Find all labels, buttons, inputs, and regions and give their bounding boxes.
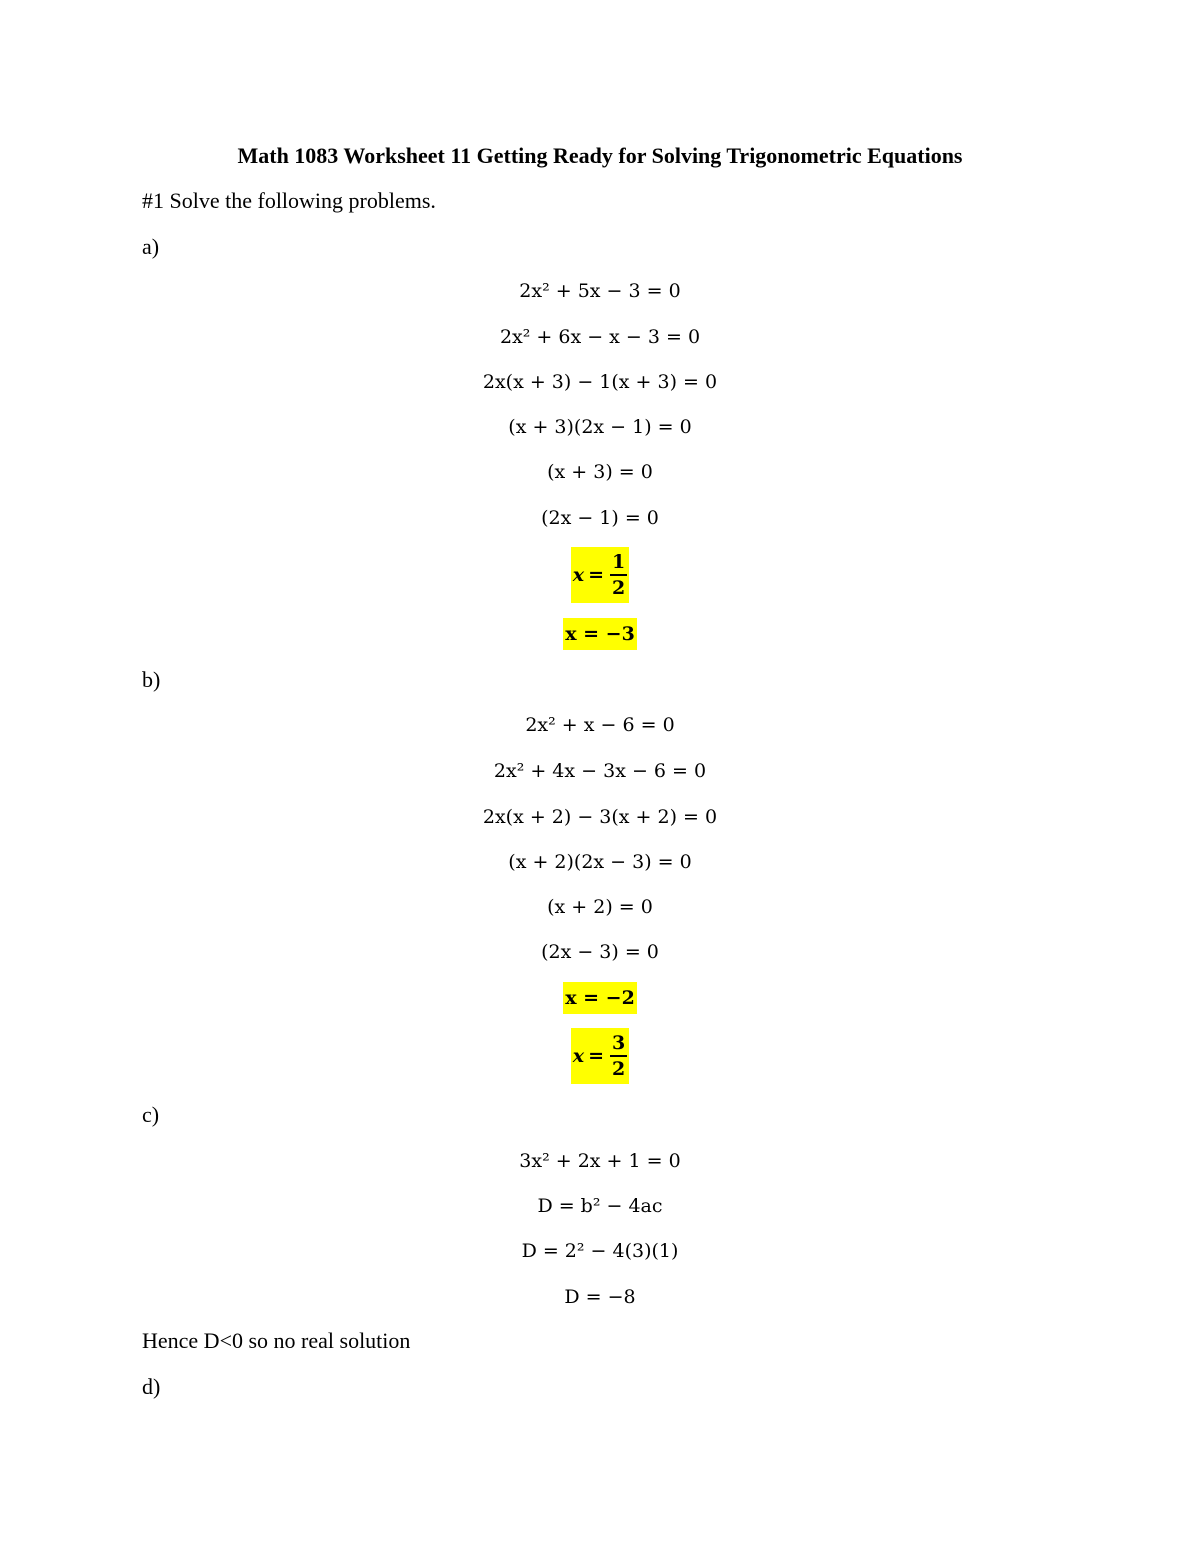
part-c-step-4: D = −8 — [564, 1286, 636, 1308]
part-b-answer-2 — [571, 1028, 629, 1084]
part-d-label: d) — [142, 1374, 161, 1399]
part-b-label: b) — [142, 667, 161, 692]
fraction-numerator: 1 — [610, 550, 627, 576]
part-c-step-1: 3x² + 2x + 1 = 0 — [519, 1150, 681, 1172]
part-a-step-6: (2x − 1) = 0 — [541, 507, 659, 529]
fraction-denominator: 2 — [612, 1058, 626, 1080]
part-a-step-5: (x + 3) = 0 — [547, 461, 653, 483]
part-c-step-2: D = b² − 4ac — [537, 1195, 663, 1217]
instruction-text: #1 Solve the following problems. — [142, 188, 436, 213]
part-a-step-1: 2x² + 5x − 3 = 0 — [519, 280, 681, 302]
part-b-answer-2-row — [0, 1028, 1200, 1084]
part-c-label: c) — [142, 1102, 160, 1127]
part-a-step-4: (x + 3)(2x − 1) = 0 — [508, 416, 692, 438]
answer-variable: x — [572, 564, 585, 586]
part-b-answer-1: x = −2 — [563, 982, 637, 1014]
part-c-step-3: D = 2² − 4(3)(1) — [521, 1240, 679, 1262]
part-b-step-1: 2x² + x − 6 = 0 — [525, 714, 675, 736]
part-b-step-5: (x + 2) = 0 — [547, 896, 653, 918]
part-b-answer-1-row — [0, 982, 1200, 1014]
part-a-answer-2-row — [0, 618, 1200, 650]
answer-fraction — [610, 1031, 627, 1081]
fraction-numerator: 3 — [610, 1031, 627, 1057]
part-b-step-2: 2x² + 4x − 3x − 6 = 0 — [493, 760, 707, 782]
worksheet-title: Math 1083 Worksheet 11 Getting Ready for Solving Trigonometric Equations — [237, 143, 963, 168]
part-c-conclusion: Hence D<0 so no real solution — [142, 1328, 411, 1353]
fraction-denominator: 2 — [612, 577, 626, 599]
answer-fraction — [610, 550, 627, 600]
answer-variable: x — [572, 1045, 585, 1067]
part-b-step-6: (2x − 3) = 0 — [541, 941, 659, 963]
part-b-step-4: (x + 2)(2x − 3) = 0 — [508, 851, 692, 873]
part-b-step-3: 2x(x + 2) − 3(x + 2) = 0 — [482, 806, 718, 828]
answer-equals: = — [588, 564, 604, 586]
part-a-step-3: 2x(x + 3) − 1(x + 3) = 0 — [482, 371, 718, 393]
answer-equals: = — [588, 1045, 604, 1067]
part-a-answer-1 — [571, 547, 629, 603]
part-a-label: a) — [142, 234, 160, 259]
part-a-step-2: 2x² + 6x − x − 3 = 0 — [499, 326, 701, 348]
part-a-answer-2: x = −3 — [563, 618, 637, 650]
part-a-answer-1-row — [0, 547, 1200, 603]
